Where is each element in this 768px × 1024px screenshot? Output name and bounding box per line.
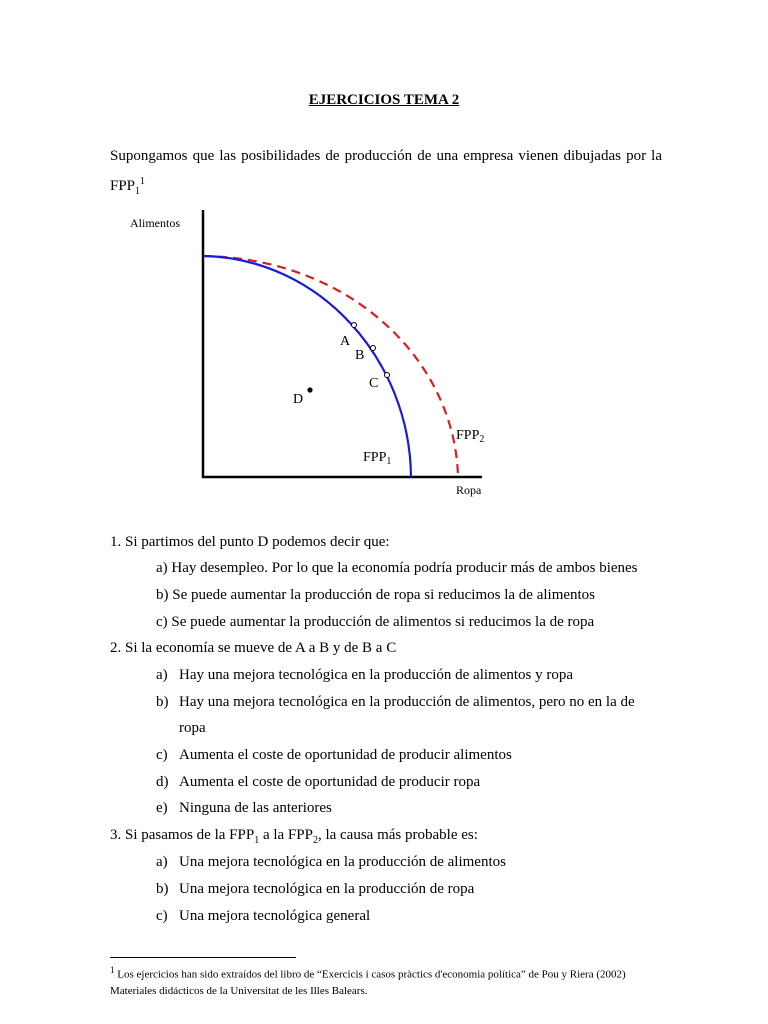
fpp2-subscript: 2	[479, 434, 485, 445]
q3-sub-1: 1	[254, 835, 260, 846]
point-d-marker	[307, 387, 312, 392]
fpp2-curve	[203, 256, 458, 477]
point-b-marker	[371, 346, 376, 351]
question-3-option-c-letter: c)	[156, 908, 168, 924]
page-title: EJERCICIOS TEMA 2	[308, 92, 460, 108]
question-2-option-e-letter: e)	[156, 800, 168, 816]
footnote-reference: 1	[140, 176, 146, 187]
question-3-stem: 3. Si pasamos de la $FPP_1$ a la $FPP_2$, la causa más probable es:	[110, 827, 478, 846]
question-3-option-a: Una mejora tecnológica en la producción de alimentos	[179, 854, 506, 870]
fpp1-curve	[203, 256, 411, 477]
footnote-text: Los ejercicios han sido extraídos del libro de “Exercicis i casos pràctics d'economia política” de Pou y Riera (2002) Materiales didácticos de la Universitat de les Illes Balears.	[110, 968, 626, 997]
point-b-label: B	[355, 348, 365, 363]
question-2-option-d: Aumenta el coste de oportunidad de producir ropa	[179, 774, 481, 790]
q3-sub-2: 2	[312, 835, 318, 846]
question-3-option-b-letter: b)	[156, 881, 169, 897]
intro-subscript: 1	[135, 186, 141, 197]
question-3-option-b: Una mejora tecnológica en la producción de ropa	[179, 881, 475, 897]
intro-text: Supongamos que las posibilidades de producción de una empresa vienen dibujadas por la FPP	[110, 148, 662, 194]
fpp1-subscript: 1	[386, 456, 392, 467]
question-2-option-e: Ninguna de las anteriores	[179, 800, 332, 816]
x-axis-label: Ropa	[456, 483, 482, 497]
y-axis-label: Alimentos	[130, 216, 180, 230]
question-2-option-a-letter: a)	[156, 667, 168, 683]
question-1-option-a: a) Hay desempleo. Por lo que la economía podría producir más de ambos bienes	[156, 560, 638, 576]
question-2-option-c-letter: c)	[156, 747, 168, 763]
question-1-option-c: c) Se puede aumentar la producción de alimentos si reducimos la de ropa	[156, 614, 595, 630]
question-3-option-c: Una mejora tecnológica general	[179, 908, 371, 924]
point-d-label: D	[293, 392, 304, 407]
point-a-marker	[352, 323, 357, 328]
question-2-stem: 2. Si la economía se mueve de A a B y de B a C	[110, 640, 397, 656]
question-1-stem: 1. Si partimos del punto D podemos decir que:	[110, 534, 390, 550]
footnote-marker: 1	[110, 965, 115, 975]
question-2-option-d-letter: d)	[156, 774, 169, 790]
point-a-label: A	[340, 334, 351, 349]
point-c-label: C	[369, 376, 379, 391]
question-2-option-a: Hay una mejora tecnológica en la producción de alimentos y ropa	[179, 667, 574, 683]
question-2-option-c: Aumenta el coste de oportunidad de producir alimentos	[179, 747, 512, 763]
point-c-marker	[385, 373, 390, 378]
footnote-divider	[110, 957, 296, 958]
question-2-option-b-letter: b)	[156, 694, 169, 710]
fpp1-label: $FPP_1$	[363, 450, 392, 467]
fpp2-label: $FPP_2$	[456, 428, 485, 445]
question-2-option-b: Hay una mejora tecnológica en la producción de alimentos, pero no en la de	[179, 694, 635, 710]
question-2-option-b-continued: ropa	[179, 720, 206, 736]
question-3-option-a-letter: a)	[156, 854, 168, 870]
footnote	[110, 962, 662, 999]
question-1-option-b: b) Se puede aumentar la producción de ropa si reducimos la de alimentos	[156, 587, 596, 603]
